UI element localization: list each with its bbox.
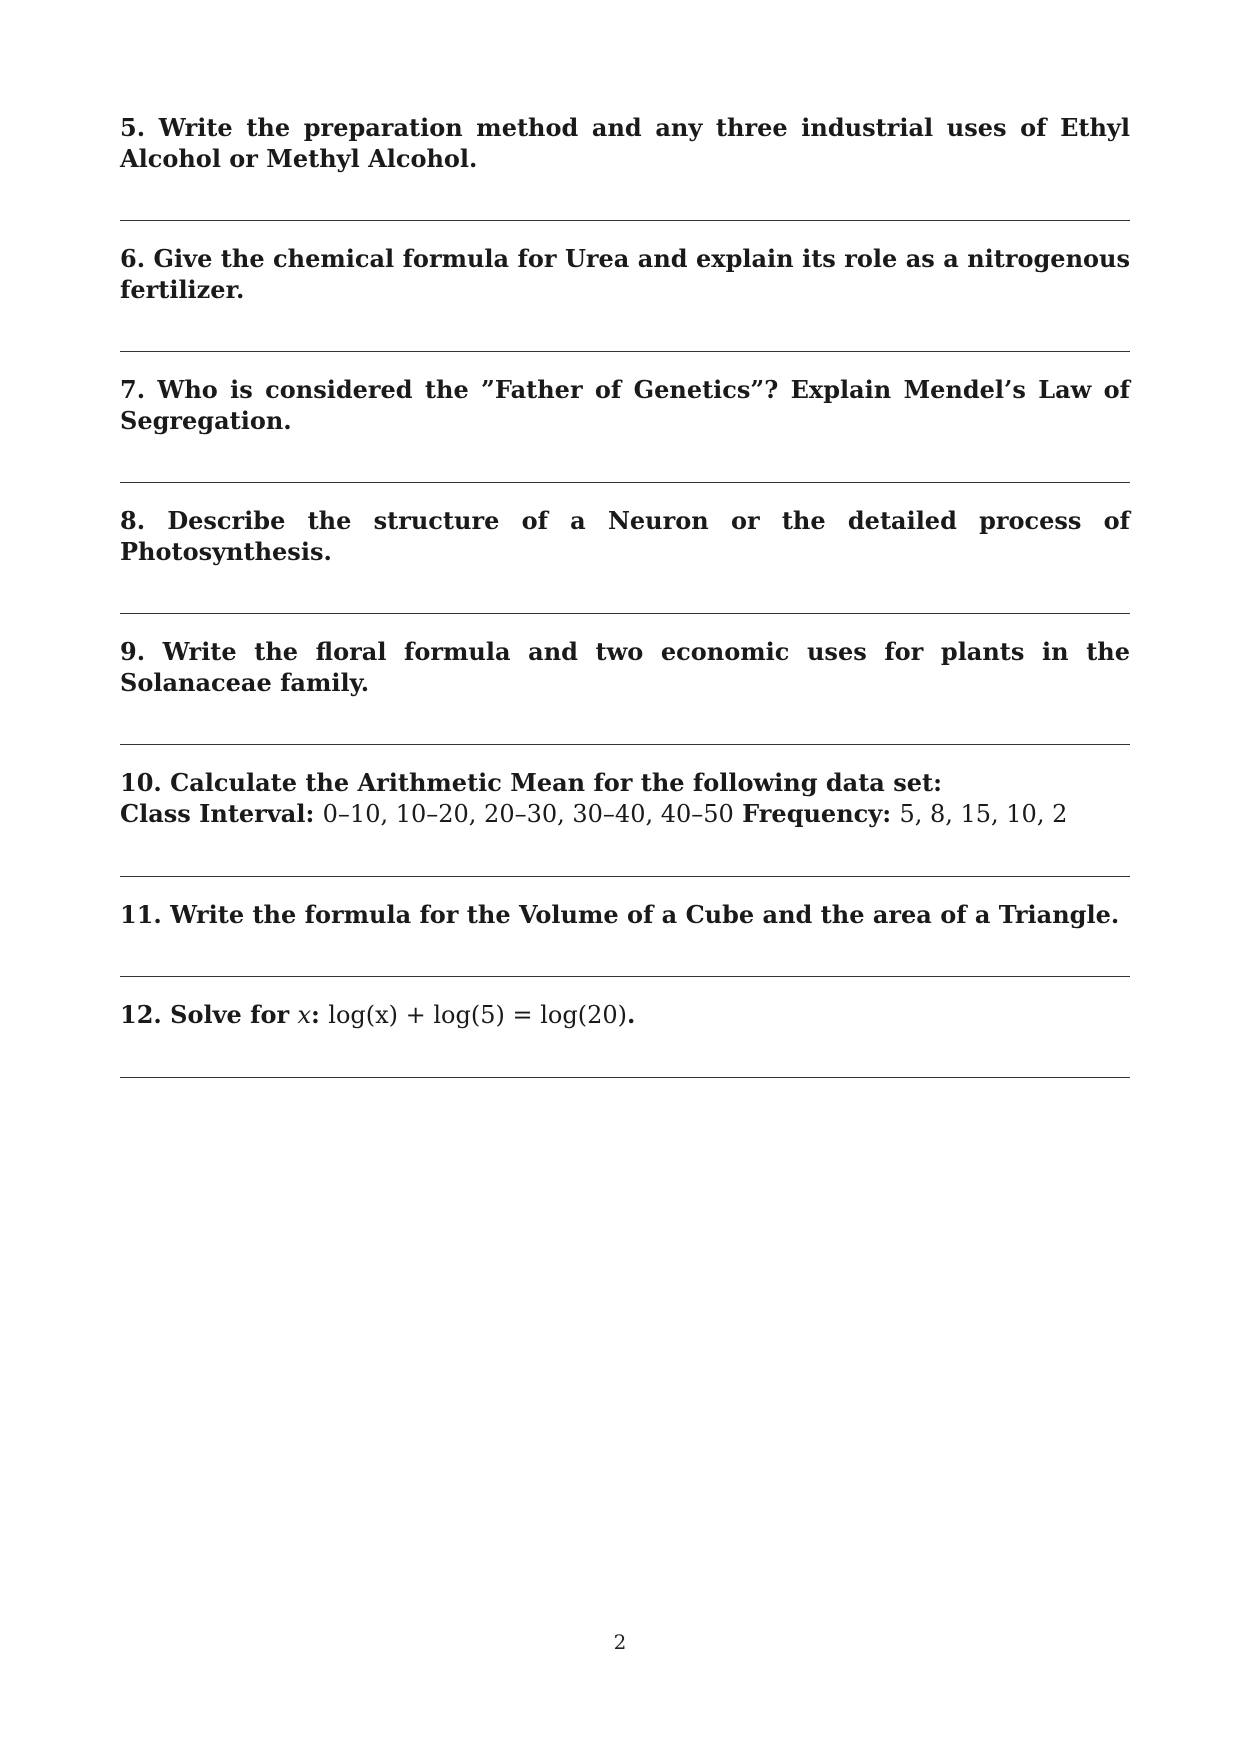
frequency-values: 5, 8, 15, 10, 2 [899,800,1068,828]
question-number: 7. [120,375,146,404]
question-9 [120,636,1130,698]
question-12: 12. Solve for x: log(x) + log(5) = log(20). [120,1000,636,1029]
question-10 [120,767,1130,830]
class-interval-label: Class Interval: [120,799,315,828]
variable: x [297,1001,312,1029]
question-number: 9. [120,637,146,666]
question-text: Give the chemical formula for Urea and explain its role as a nitrogenous fertilizer. [120,244,1130,304]
page-number: 2 [613,1630,627,1654]
answer-line [120,1077,1130,1078]
question-number: 12. [120,1000,162,1029]
question-text: Describe the structure of a Neuron or the detailed process of Photosynthesis. [120,506,1131,566]
question-page [120,112,1130,1078]
question-11 [120,899,1130,930]
question-8 [120,505,1130,567]
class-interval-values: 0–10, 10–20, 20–30, 30–40, 40–50 [322,800,734,828]
question-number: 11. [120,900,162,929]
question-text: Write the formula for the Volume of a Cube and the area of a Triangle. [170,900,1120,929]
question-text: Who is considered the ”Father of Genetics”? Explain Mendel’s Law of Segregation. [120,375,1130,435]
question-number: 8. [120,506,146,535]
question-number: 6. [120,244,146,273]
question-text: Write the floral formula and two economic uses for plants in the Solanaceae family. [120,637,1130,697]
question-7 [120,374,1130,436]
question-text: Calculate the Arithmetic Mean for the following data set: [170,768,942,797]
question-number: 5. [120,113,146,142]
question-text: Write the preparation method and any three industrial uses of Ethyl Alcohol or Methyl Alcohol. [120,113,1130,173]
question-text: Solve for [170,1000,290,1029]
equation: log(x) + log(5) = log(20) [328,1001,627,1029]
question-5 [120,112,1130,174]
question-number: 10. [120,768,162,797]
question-6 [120,243,1130,305]
frequency-label: Frequency: [742,799,892,828]
